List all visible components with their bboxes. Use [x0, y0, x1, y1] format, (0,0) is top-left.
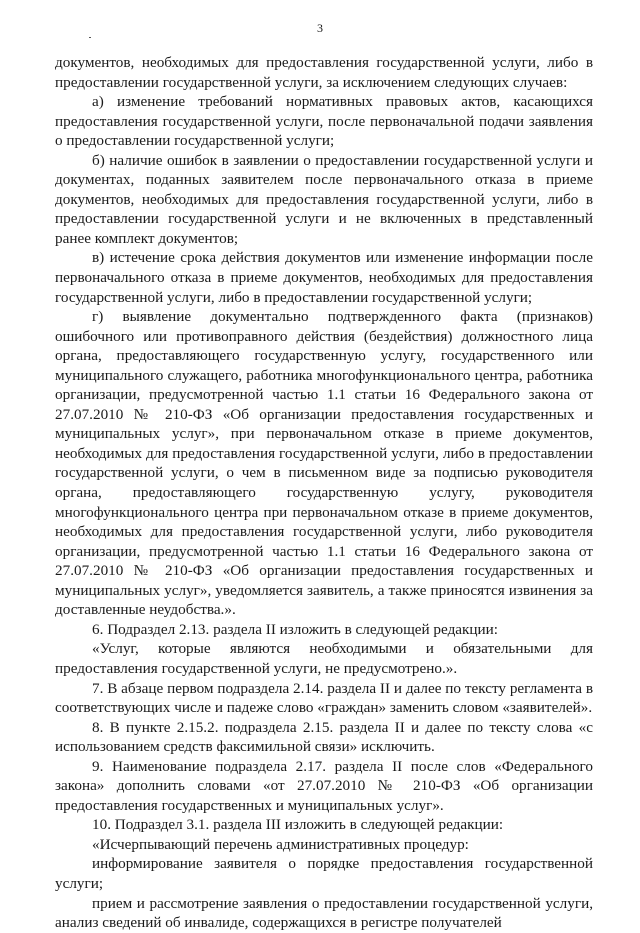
paragraph-point-8: 8. В пункте 2.15.2. подраздела 2.15. раздела II и далее по тексту слова «с использованием средств факсимильной связи» исключить. [55, 718, 593, 756]
paragraph-point-9: 9. Наименование подраздела 2.17. раздела II после слов «Федерального закона» дополнить словами «от 27.07.2010 № 210-ФЗ «Об организации предоставления государственных и муниципальных услуг». [55, 757, 593, 814]
paragraph-application: прием и рассмотрение заявления о предоставлении государственной услуги, анализ сведений об инвалиде, содержащихся в регистре получателей [55, 894, 593, 932]
scan-speck [89, 37, 91, 38]
paragraph-point-10: 10. Подраздел 3.1. раздела III изложить в следующей редакции: [92, 816, 504, 834]
paragraph-informing: информирование заявителя о порядке предоставления государственной услуги; [55, 855, 593, 892]
paragraph-point-7: 7. В абзаце первом подраздела 2.14. раздела II и далее по тексту регламента в соответствующих числе и падеже слово «граждан» заменить словом «заявителей». [55, 679, 593, 717]
paragraph-item-a: а) изменение требований нормативных правовых актов, касающихся предоставления государственной услуги, после первоначальной подачи заявления о предоставлении государственной услуги; [55, 93, 593, 150]
paragraph-item-v: в) истечение срока действия документов или изменение информации после первоначального отказа в приеме документов, необходимых для предоставления государственной услуги, либо в предоставлении государственной услуги; [55, 249, 593, 306]
paragraph: документов, необходимых для предоставления государственной услуги, либо в предоставлении государственной услуги, за исключением следующих случаев: [55, 54, 593, 91]
paragraph-item-g: г) выявление документально подтвержденного факта (признаков) ошибочного или противоправного действия (бездействия) должностного лица органа, предоставляющего государственную услугу, государственного или муниципального служащего, работника многофункционального центра, работника организации, предусмотренной частью 1.1 статьи 16 Федерального закона от 27.07.2010 № 210-ФЗ «Об организации предоставления государственных и муниципальных услуг», при первоначальном отказе в приеме документов, необходимых для предоставления государственной услуги, либо в предоставлении государственной услуги, о чем в письменном виде за подписью руководителя органа, предоставляющего государственную услугу, руководителя многофункционального центра при первоначальном отказе в приеме документов, необходимых для предоставления государственной услуги, либо руководителя организации, предусмотренной частью 1.1 статьи 16 Федерального закона от 27.07.2010 № 210-ФЗ «Об организации предоставления государственных и муниципальных услуг», уведомляется заявитель, а также приносятся извинения за доставленные неудобства.». [55, 308, 593, 619]
page-number: 3 [317, 21, 323, 35]
paragraph-point-6: 6. Подраздел 2.13. раздела II изложить в следующей редакции: [92, 620, 499, 638]
paragraph-quote-services: «Услуг, которые являются необходимыми и обязательными для предоставления государственной услуги, не предусмотрено.». [55, 640, 593, 677]
paragraph-item-b: б) наличие ошибок в заявлении о предоставлении государственной услуги и документах, поданных заявителем после первоначального отказа в приеме документов, необходимых для предоставления государственной услуги, либо в предоставлении государственной услуги и не включенных в представленный ранее комплект документов; [55, 151, 593, 247]
document-body [55, 53, 593, 933]
paragraph-procedures-list: «Исчерпывающий перечень административных процедур: [92, 835, 469, 853]
